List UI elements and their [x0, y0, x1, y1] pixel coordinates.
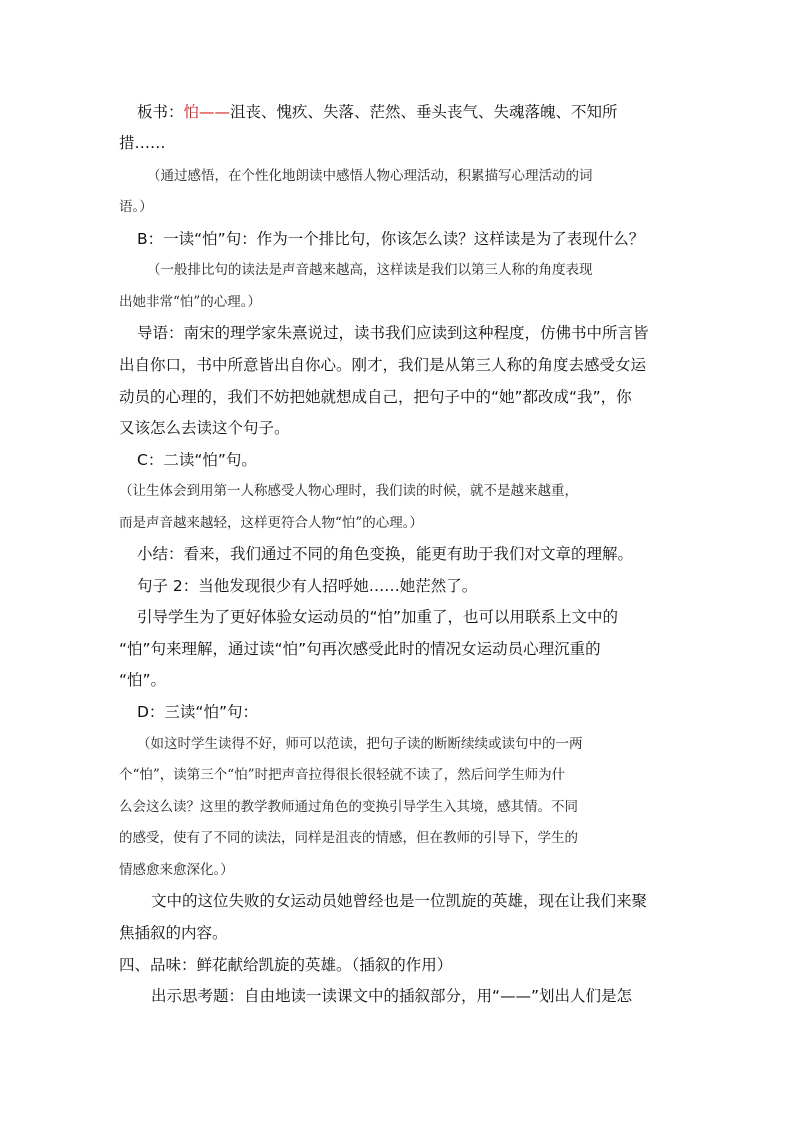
board-writing-keyword: 怕—— [183, 103, 231, 121]
step-heading: B：一读“怕”句：作为一个排比句，你该怎么读？这样读是为了表现什么？ [137, 230, 645, 248]
teaching-note: 出她非常“怕”的心理。） [119, 294, 262, 310]
teaching-note: 么会这么读？这里的教学教师通过角色的变换引导学生入其境，感其情。不同 [119, 799, 578, 815]
teaching-note: 而是声音越来越轻，这样更符合人物“怕”的心理。） [119, 515, 424, 531]
teaching-note: 个“怕”，读第三个“怕”时把声音拉得很长很轻就不读了，然后问学生师为什 [119, 767, 566, 783]
section-heading: 四、品味：鲜花献给凯旋的英雄。（插叙的作用） [119, 956, 453, 974]
teaching-note: （让生体会到用第一人称感受人物心理时，我们读的时候，就不是越来越重， [119, 483, 578, 499]
text-line: 措…… [119, 134, 166, 152]
board-writing-prefix: 板书： [137, 103, 184, 121]
teaching-note: 的感受，使有了不同的读法，同样是沮丧的情感，但在教师的引导下，学生的 [119, 830, 578, 846]
text-line: 引导学生为了更好体验女运动员的“怕”加重了，也可以用联系上文中的 [137, 608, 619, 626]
text-line: 导语：南宋的理学家朱熹说过，读书我们应读到这种程度，仿佛书中所言皆 [137, 324, 649, 342]
teaching-note: （一般排比句的读法是声音越来越高，这样读是我们以第三人称的角度表现 [147, 262, 593, 278]
board-writing-words: 沮丧、愧疚、失落、茫然、垂头丧气、失魂落魄、不知所 [230, 103, 618, 121]
text-line: 动员的心理的，我们不妨把她就想成自己，把句子中的“她”都改成“我”，你 [119, 388, 632, 406]
text-line: 焦插叙的内容。 [119, 924, 228, 942]
text-line: “怕”。 [119, 671, 167, 689]
text-line: 文中的这位失败的女运动员她曾经也是一位凯旋的英雄，现在让我们来聚 [151, 892, 648, 910]
text-line: 又该怎么去读这个句子。 [119, 419, 290, 437]
teaching-note: 情感愈来愈深化。） [119, 862, 234, 878]
text-line: “怕”句来理解，通过读“怕”句再次感受此时的情况女运动员心理沉重的 [119, 640, 601, 658]
teaching-note: 语。） [119, 199, 153, 215]
text-line: 出示思考题：自由地读一读课文中的插叙部分，用“——”划出人们是怎 [151, 987, 633, 1005]
step-heading: D：三读“怕”句： [137, 703, 258, 721]
text-line: 小结：看来，我们通过不同的角色变换，能更有助于我们对文章的理解。 [137, 545, 634, 563]
board-writing-line [137, 102, 618, 122]
text-line: 出自你口，书中所意皆出自你心。刚才，我们是从第三人称的角度去感受女运 [119, 356, 647, 374]
teaching-note: （如这时学生读得不好，师可以范读，把句子读的断断续续或读句中的一两 [137, 736, 583, 752]
step-heading: C：二读“怕”句。 [137, 451, 257, 469]
text-line: 句子 2：当他发现很少有人招呼她……她茫然了。 [137, 577, 478, 595]
teaching-note: （通过感悟，在个性化地朗读中感悟人物心理活动，积累描写心理活动的词 [147, 168, 593, 184]
